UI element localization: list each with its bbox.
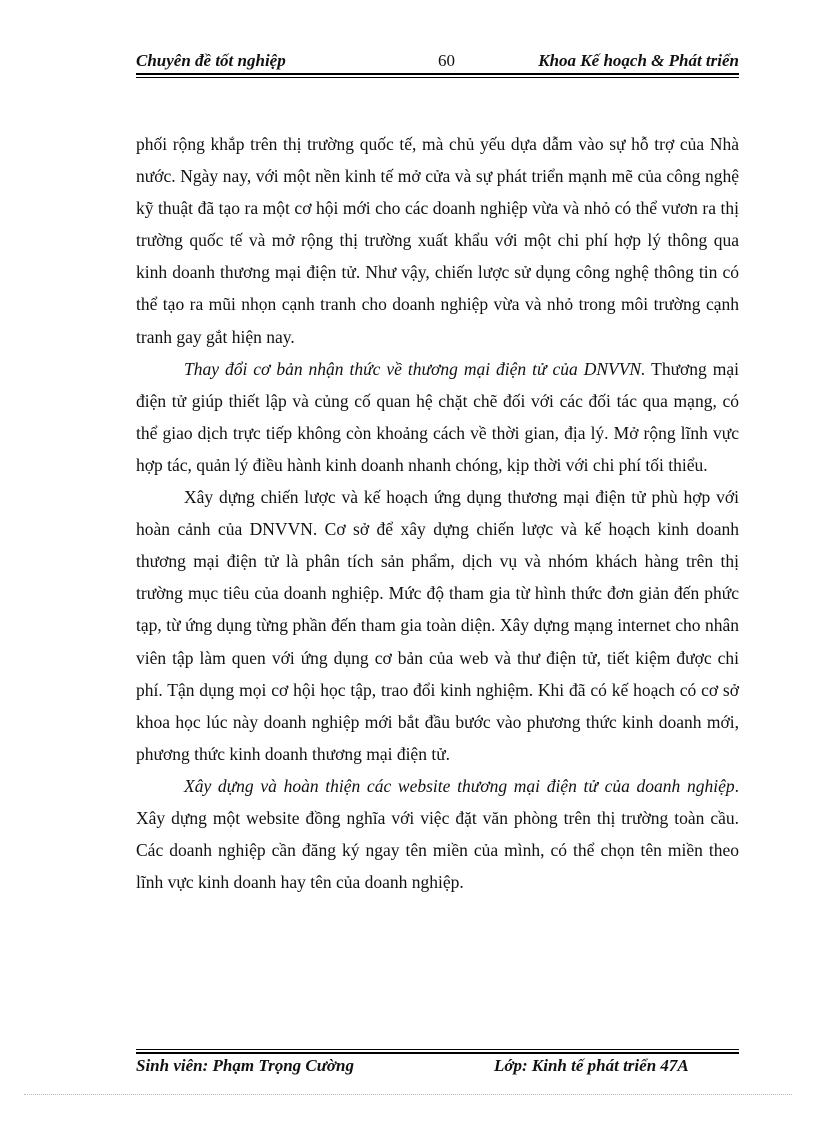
header-rule-thick [136, 73, 739, 75]
paragraph-4 [136, 770, 739, 898]
header-faculty: Khoa Kế hoạch & Phát triển [538, 51, 739, 70]
paragraph-1: phối rộng khắp trên thị trường quốc tế, mà chủ yếu dựa dẫm vào sự hỗ trợ của Nhà nước. Ngày nay, với một nền kinh tế mở cửa và sự phát triển mạnh mẽ của công nghệ kỹ thuật đã tạo ra một cơ hội mới cho các doanh nghiệp vừa và nhỏ có thể vươn ra thị trường quốc tế và mở rộng thị trường xuất khẩu với một chi phí hợp lý thông qua kinh doanh thương mại điện tử. Như vậy, chiến lược sử dụng công nghệ thông tin có thể tạo ra mũi nhọn cạnh tranh cho doanh nghiệp vừa và nhỏ trong môi trường cạnh tranh gay gắt hiện nay. [136, 134, 739, 347]
paragraph-2-lead: Thay đổi cơ bản nhận thức về thương mại điện tử của DNVVN. [184, 358, 646, 379]
page-bottom-dotted-line [24, 1094, 792, 1095]
header-rule-thin [136, 77, 739, 78]
footer-student: Sinh viên: Phạm Trọng Cường [136, 1056, 355, 1075]
page-number: 60 [438, 51, 455, 70]
page-footer [136, 1055, 739, 1077]
footer-class: Lớp: Kinh tế phát triển 47A [494, 1056, 689, 1075]
page-header [136, 50, 739, 72]
paragraph-2 [136, 353, 739, 481]
page-body [136, 128, 739, 898]
paragraph-4-lead: Xây dựng và hoàn thiện các website thương mại điện tử của doanh nghiệp [184, 775, 735, 796]
paragraph-2-text: Thương mại điện tử giúp thiết lập và củng cố quan hệ chặt chẽ đối với các đối tác qua mạng, có thể giao dịch trực tiếp không còn khoảng cách về thời gian, địa lý. Mở rộng lĩnh vực hợp tác, quản lý điều hành kinh doanh nhanh chóng, kịp thời với chi phí tối thiểu. [136, 358, 740, 475]
paragraph-3: Xây dựng chiến lược và kế hoạch ứng dụng thương mại điện tử phù hợp với hoàn cảnh của DNVVN. Cơ sở để xây dựng chiến lược và kế hoạch kinh doanh thương mại điện tử là phân tích sản phẩm, dịch vụ và nhóm khách hàng trên thị trường mục tiêu của doanh nghiệp. Mức độ tham gia từ hình thức đơn giản đến phức tạp, từ ứng dụng từng phần đến tham gia toàn diện. Xây dựng mạng internet cho nhân viên tập làm quen với ứng dụng cơ bản của web và thư điện tử, tiết kiệm được chi phí. Tận dụng mọi cơ hội học tập, trao đổi kinh nghiệm. Khi đã có kế hoạch có cơ sở khoa học lúc này doanh nghiệp mới bắt đầu bước vào phương thức kinh doanh mới, phương thức kinh doanh thương mại điện tử. [136, 487, 739, 764]
footer-rule-thin [136, 1049, 739, 1050]
header-document-type: Chuyên đề tốt nghiệp [136, 51, 286, 70]
footer-rule-thick [136, 1052, 739, 1054]
paragraph-4-text: . Xây dựng một website đồng nghĩa với việc đặt văn phòng trên thị trường toàn cầu. Các doanh nghiệp cần đăng ký ngay tên miền của mình, có thể chọn tên miền theo lĩnh vực kinh doanh hay tên của doanh nghiệp. [136, 775, 739, 893]
